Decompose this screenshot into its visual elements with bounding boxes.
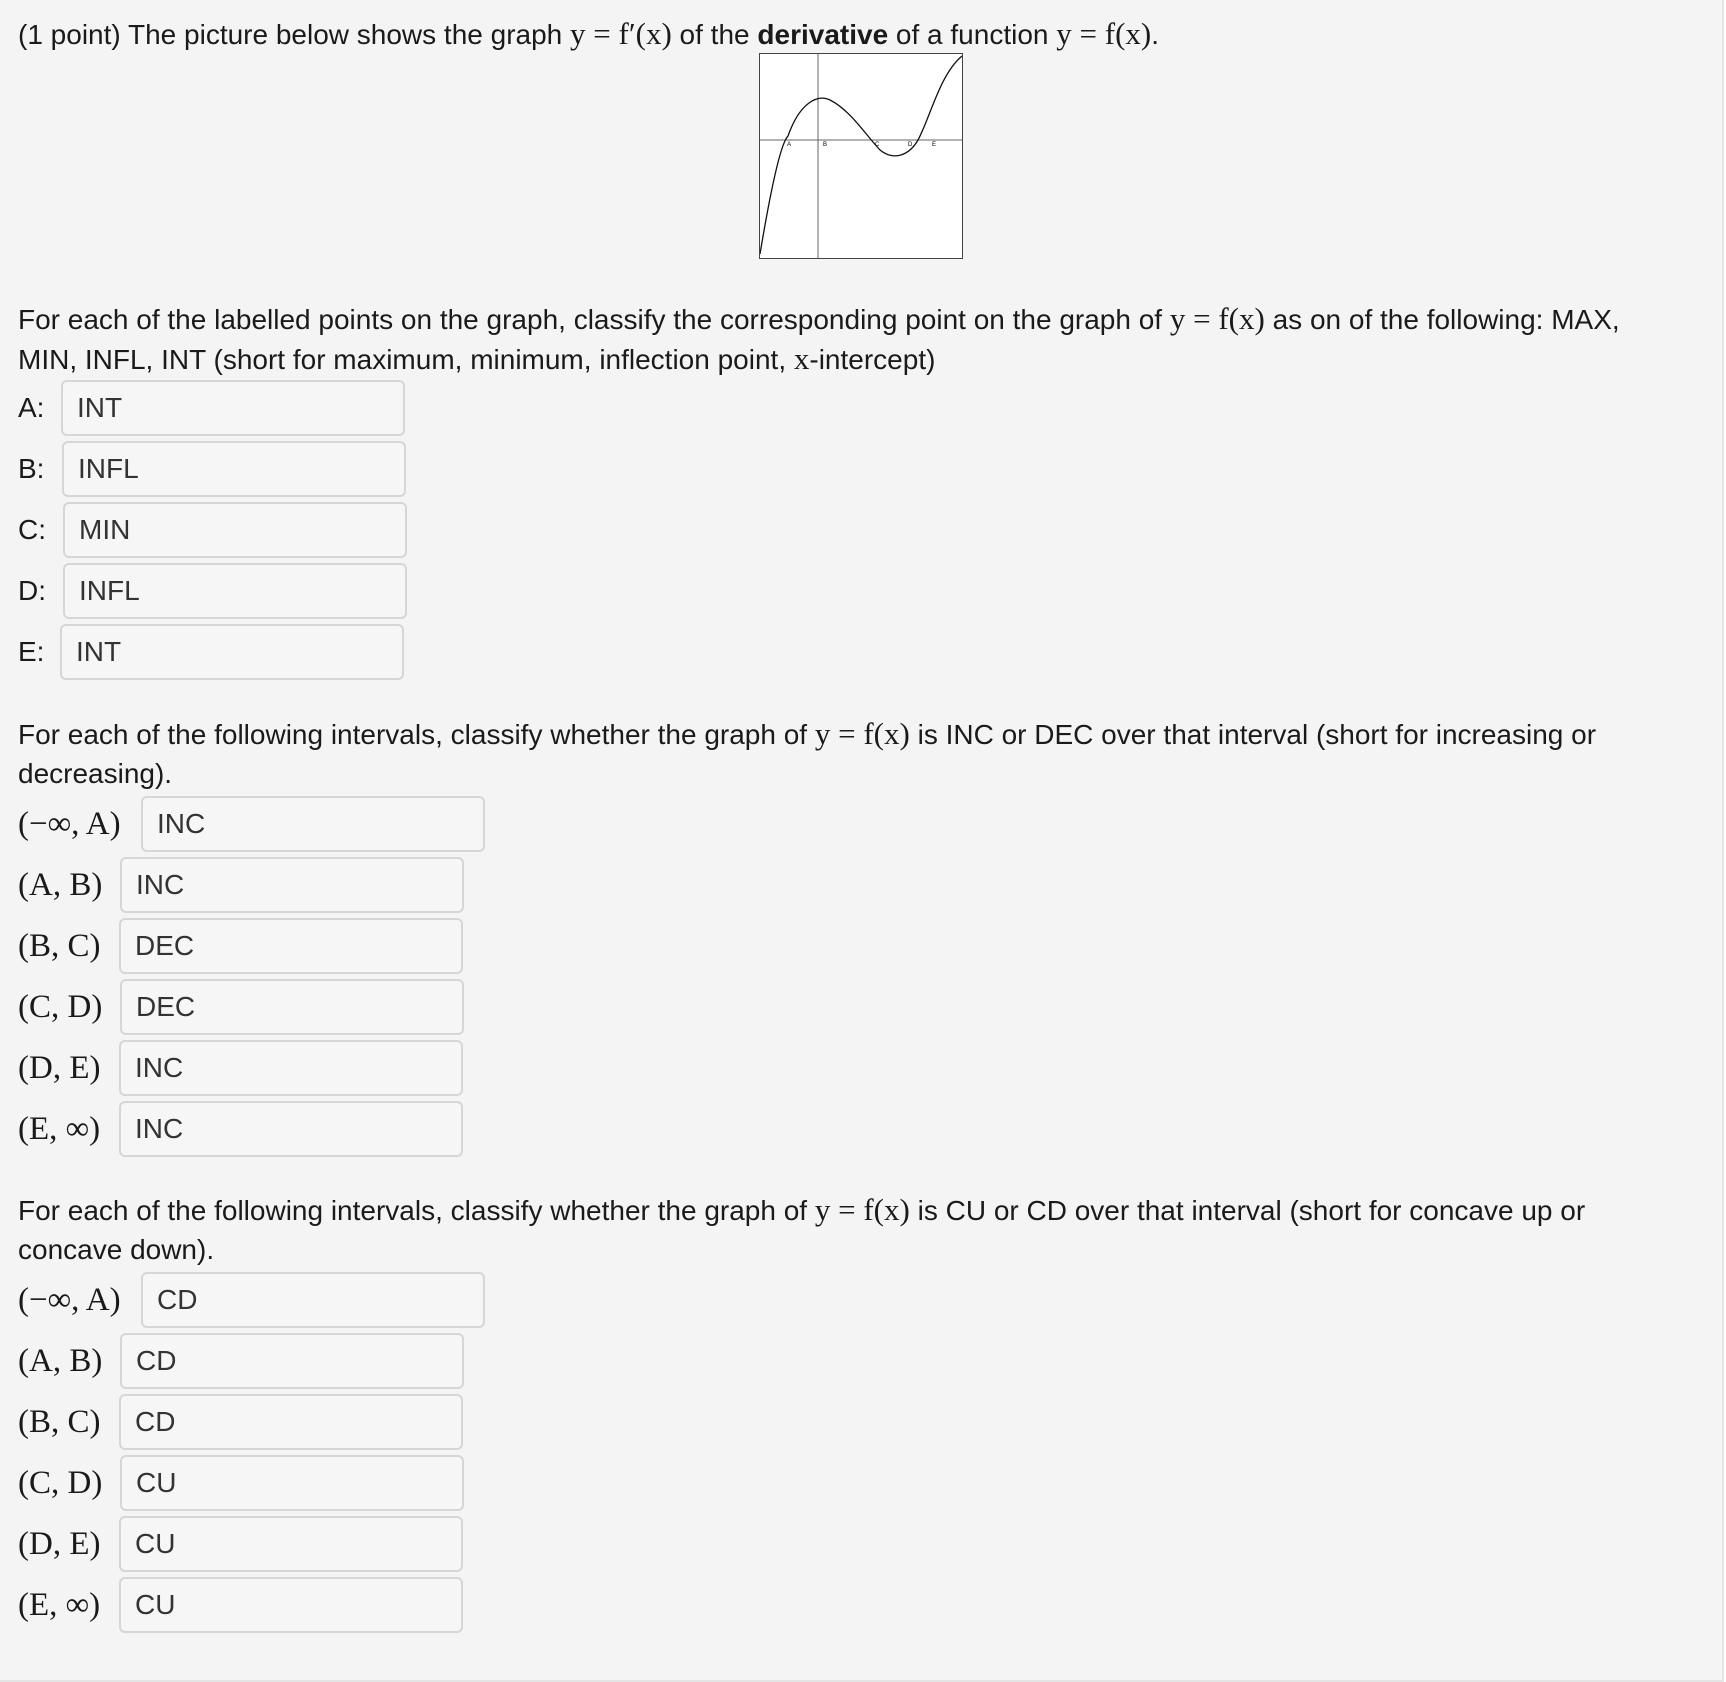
derivative-graph [759,53,963,259]
answer-input-c[interactable] [63,502,407,558]
derivative-graph-svg [760,54,962,258]
inc-dec-label-a-b: (A, B) [18,867,103,903]
section2-instructions-line2: decreasing). [18,758,173,789]
point-label-a: A [787,142,792,148]
concavity-input-a-b[interactable] [120,1333,464,1389]
concavity-input-b-c[interactable] [119,1394,463,1450]
inc-dec-input-a-b[interactable] [120,857,464,913]
answer-label-b: B: [18,453,45,484]
concavity-label-a-b: (A, B) [18,1343,103,1379]
inc-dec-label-e-inf: (E, ∞) [18,1111,101,1147]
point-label-e: E [932,142,937,148]
section2-instructions-line1: For each of the following intervals, classify whether the graph of y = f(x) is INC or DEC over that interval (short for increasing or [18,716,1597,751]
concavity-label-d-e: (D, E) [18,1526,101,1562]
concavity-input-neg-inf-a[interactable] [141,1272,485,1328]
concavity-input-c-d[interactable] [120,1455,464,1511]
inc-dec-label-d-e: (D, E) [18,1050,101,1086]
answer-label-d: D: [18,575,46,606]
answer-input-d[interactable] [63,563,407,619]
answer-label-c: C: [18,514,46,545]
inc-dec-label-b-c: (B, C) [18,928,101,964]
point-label-c: C [875,142,880,148]
point-label-b: B [823,142,828,148]
answer-input-e[interactable] [60,624,404,680]
function-expression: y = f(x) [1056,16,1152,51]
point-value: (1 point) [18,19,121,50]
inc-dec-input-neg-inf-a[interactable] [141,796,485,852]
concavity-label-c-d: (C, D) [18,1465,103,1501]
inc-dec-input-e-inf[interactable] [119,1101,463,1157]
inc-dec-input-c-d[interactable] [120,979,464,1035]
section3-instructions-line2: concave down). [18,1234,215,1265]
section1-instructions-line2: MIN, INFL, INT (short for maximum, minimum, inflection point, x-intercept) [18,341,936,376]
derivative-curve [760,56,962,254]
concavity-label-neg-inf-a: (−∞, A) [18,1282,121,1318]
answer-input-b[interactable] [62,441,406,497]
inc-dec-input-b-c[interactable] [119,918,463,974]
concavity-label-b-c: (B, C) [18,1404,101,1440]
answer-label-e: E: [18,636,45,667]
concavity-input-e-inf[interactable] [119,1577,463,1633]
concavity-label-e-inf: (E, ∞) [18,1587,101,1623]
answer-label-a: A: [18,392,45,423]
concavity-input-d-e[interactable] [119,1516,463,1572]
inc-dec-label-c-d: (C, D) [18,989,103,1025]
inc-dec-input-d-e[interactable] [119,1040,463,1096]
point-label-d: D [908,142,913,148]
section3-instructions-line1: For each of the following intervals, classify whether the graph of y = f(x) is CU or CD over that interval (short for concave up or [18,1192,1586,1227]
derivative-expression: y = f′(x) [570,16,672,51]
inc-dec-label-neg-inf-a: (−∞, A) [18,806,121,842]
problem-statement: (1 point) The picture below shows the graph y = f′(x) of the derivative of a function y = f(x). [18,16,1159,51]
section1-instructions-line1: For each of the labelled points on the graph, classify the corresponding point on the graph of y = f(x) as on of the following: MAX, [18,301,1620,336]
answer-input-a[interactable] [61,380,405,436]
